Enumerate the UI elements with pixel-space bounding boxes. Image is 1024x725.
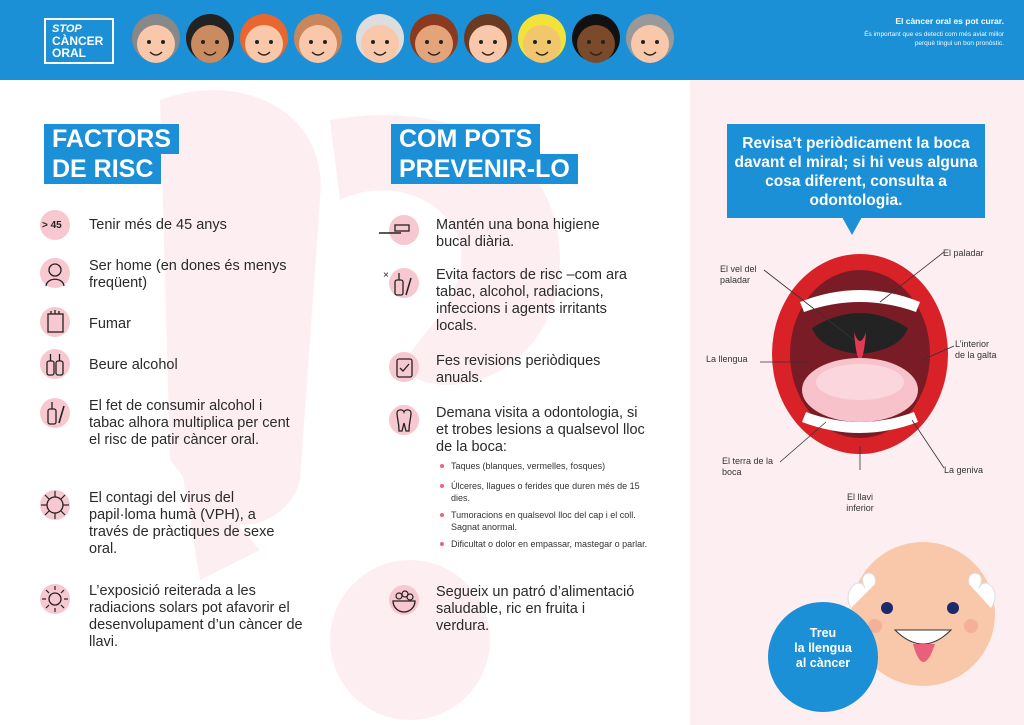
face-avatar — [464, 14, 512, 63]
risk-item-age: Tenir més de 45 anys — [89, 217, 227, 233]
risk-item-man: Ser home (en dones és menys freqüent) — [89, 258, 287, 291]
label-llengua: La llengua — [706, 354, 748, 364]
prevent-item-hygiene: Mantén una bona higiene bucal diària. — [436, 217, 600, 250]
virus-icon — [40, 490, 70, 520]
svg-text:×: × — [383, 270, 389, 281]
faces-illustration — [132, 10, 732, 72]
no-risk-icon — [383, 268, 419, 298]
label-terra-boca: El terra de la boca — [722, 456, 774, 477]
face-avatar — [186, 14, 234, 63]
face-avatar — [356, 14, 404, 63]
label-vel-paladar: El vel del paladar — [720, 264, 757, 285]
mirror-check-bubble: Revisa’t periòdicament la boca davant el miral; si hi veus alguna cosa diferent, consulta a odontologia. — [727, 124, 985, 218]
face-avatar — [294, 14, 342, 63]
risk-item-vph: El contagi del virus del papil·loma humà (VPH), a través de pràctiques de sexe oral. — [89, 490, 275, 557]
face-avatar — [626, 14, 674, 63]
bullet-dot — [440, 464, 444, 468]
lesion-item: Dificultat o dolor en empassar, mastegar o parlar. — [451, 539, 648, 549]
risk-item-sun: L’exposició reiterada a les radiacions solars pot afavorir el desenvolupament d’un càncer de llavi. — [89, 583, 303, 650]
risk-heading-line2: DE RISC — [44, 154, 161, 184]
lesion-item: Tumoracions en qualsevol lloc del cap i el coll. Sagnat anormal. — [451, 510, 636, 532]
stop-cancer-logo: STOP CÀNCER ORAL — [44, 18, 114, 64]
prevent-item-diet: Segueix un patró d’alimentació saludable, ric en fruita i verdura. — [436, 584, 635, 634]
prevent-item-avoid: Evita factors de risc –com ara tabac, alcohol, radiacions, infeccions i agents irritants locals. — [436, 267, 627, 334]
risk-item-smoke: Fumar — [89, 316, 131, 332]
bottle-cigarette-icon — [40, 398, 70, 428]
header-bar — [0, 0, 1024, 80]
tagline-text: És important que es detecti com més aviat millor perquè tingui un bon pronòstic. — [864, 31, 1004, 47]
risk-item-alcohol: Beure alcohol — [89, 357, 178, 373]
salad-icon — [389, 585, 419, 615]
label-geniva: La geniva — [944, 465, 984, 475]
bullet-dot — [440, 542, 444, 546]
bubble-tail — [842, 217, 862, 235]
face-avatar — [132, 14, 180, 63]
cta-stick-out-tongue: Treu la llengua al càncer — [768, 602, 878, 712]
tooth-icon — [389, 405, 419, 435]
bullet-dot — [440, 484, 444, 488]
tagline-title: El càncer oral es pot curar. — [895, 16, 1004, 26]
risk-item-combined: El fet de consumir alcohol i tabac alhora multiplica per cent el risc de patir càncer oral. — [89, 398, 290, 448]
prevent-item-dentist: Demana visita a odontologia, si et trobes lesions a qualsevol lloc de la boca: — [436, 405, 645, 455]
bullet-dot — [440, 513, 444, 517]
lesion-item: Úlceres, llagues o ferides que duren més de 15 dies. — [451, 481, 640, 503]
man-icon — [40, 258, 70, 288]
prevent-item-checkups: Fes revisions periòdiques anuals. — [436, 353, 601, 386]
header-tagline — [864, 16, 1004, 48]
lesion-item: Taques (blanques, vermelles, fosques) — [451, 461, 606, 471]
sun-icon — [40, 584, 70, 614]
label-llavi-inferior: El llavi inferior — [846, 492, 874, 513]
mouth-illustration — [760, 250, 960, 470]
toothbrush-icon — [389, 215, 419, 245]
label-paladar: El paladar — [943, 248, 984, 258]
face-avatar — [518, 14, 566, 63]
cigarettes-icon — [40, 307, 70, 337]
risk-heading: FACTORS — [44, 124, 179, 154]
faces-row — [132, 10, 732, 72]
prevent-heading-line2: PREVENIR-LO — [391, 154, 578, 184]
checklist-icon — [389, 352, 419, 382]
prevent-heading: COM POTS — [391, 124, 540, 154]
face-avatar — [410, 14, 458, 63]
face-avatar — [240, 14, 288, 63]
age-badge: > 45 — [42, 220, 62, 231]
bottles-icon — [40, 349, 70, 379]
face-avatar — [572, 14, 620, 63]
label-galta: L’interior de la galta — [955, 339, 997, 360]
